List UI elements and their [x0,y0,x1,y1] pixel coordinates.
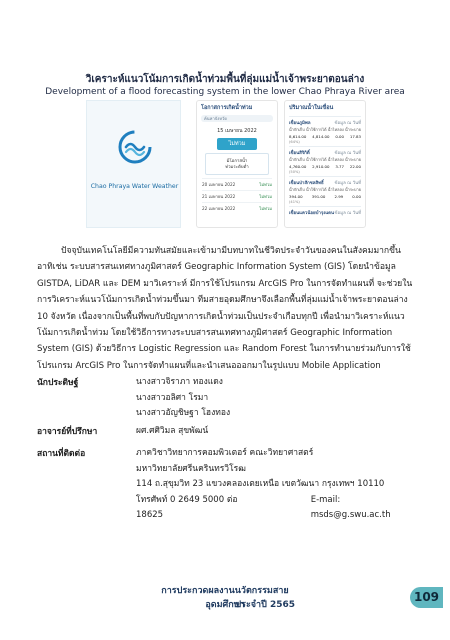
col-label: น้ำไหลลง [327,157,344,162]
dam-percent: (64%) [289,140,300,144]
contact-line [136,493,419,524]
dam-section[interactable] [289,176,361,204]
col-value: 2,910.00 [312,164,330,169]
col-value: 8,614.00 [289,134,307,139]
title-english: Development of a flood forecasting system in the lower Chao Phraya River area [45,87,405,97]
col-value: 0.00 [352,194,361,199]
col-value: 17.83 [349,134,361,139]
email-link[interactable]: E-mail: msds@g.swu.ac.th [310,494,391,520]
app-mockup-figure [86,100,366,230]
dam-tag: ข้อมูล ณ วันที่ [334,181,361,186]
phone-screen-dam-levels [284,100,366,228]
dam-name: เขื่อนภูมิพล [289,121,311,126]
col-label: น้ำระบาย [345,127,361,132]
inventors-list [136,375,230,422]
description-paragraph [37,243,419,374]
col-label: น้ำกักเก็บ [289,187,305,192]
col-value: 4,814.00 [312,134,330,139]
col-value: 0.00 [335,134,345,139]
dam-tag: ข้อมูล ณ วันที่ [334,211,361,216]
col-label: น้ำกักเก็บ [289,127,305,132]
col-value: 22.00 [349,164,361,169]
advisor-label: อาจารย์ที่ปรึกษา [37,427,98,437]
dam-name: เขื่อนสิริกิติ์ [289,151,310,156]
page-number-badge: 109 [410,587,443,608]
contact-block [37,446,419,520]
col-label: น้ำใช้การได้ [305,127,327,132]
inventor-name: นางสาวจิราภา ทองแดง [136,377,223,387]
dam-section[interactable] [289,206,361,216]
institution-details [136,446,419,524]
phone-screen-flood-chance [196,100,278,228]
dam-tag: ข้อมูล ณ วันที่ [334,121,361,126]
col-value: 391.00 [311,194,326,199]
flood-chance-line2: ท่วมระดับต่ำ [225,165,249,170]
dam-name: เขื่อนแควน้อยบำรุงแดน [289,211,335,216]
app-splash-panel [86,100,181,228]
forecast-date: 15 เมษายน 2022 [217,128,257,134]
institution-line: 114 ถ.สุขุมวิท 23 แขวงคลองเตยเหนือ เขตวัฒนา กรุงเทพฯ 10110 [136,479,385,489]
description-text: ปัจจุบันเทคโนโลยีมีความทันสมัยและเข้ามามีบทบาทในชีวิตประจำวันของคนในสังคมมากขึ้น อาทิเช่น ระบบสารสนเทศทางภูมิศาสตร์ Geographic Information System (GIS) โดยนำข้อมูล GISTDA, LiDAR และ DEM มาวิเคราะห์ มีการใช้โปรแกรม ArcGIS Pro ในการจัดทำแผนที่ จะช่วยในการวิเคราะห์แนวโน้มการเกิดน้ำท่วมขึ้นมา ทีมสายอุดมศึกษาจึงเลือกพื้นที่ลุ่มแม่น้ำเจ้าพระยาตอนล่าง 10 จังหวัด เนื่องจากเป็นพื้นที่พบกับปัญหาการเกิดน้ำท่วมเป็นประจำเกือบทุกปี เพื่อนำมาวิเคราะห์แนวโน้มการเกิดน้ำท่วม โดยใช้วิธีการทางระบบสารสนเทศทางภูมิศาสตร์ Geographic Information System (GIS) ด้วยวิธีการ Logistic Regression และ Random Forest ในการทำนายร่วมกับการใช้โปรแกรม ArcGIS Pro ในการจัดทำแผนที่และนำเสนอออกมาในรูปแบบ Mobile Application [37,246,413,371]
col-label: น้ำกักเก็บ [289,157,305,162]
col-label: น้ำระบาย [345,187,361,192]
dam-percent: (50%) [289,170,300,174]
app-name: Chao Phraya Water Weather [90,183,179,190]
footer-event-title: การประกวดผลงานนวัตกรรมสายอุดมศึกษา [161,586,289,610]
title-thai: วิเคราะห์แนวโน้มการเกิดน้ำท่วมพื้นที่ลุ่มแม่น้ำเจ้าพระยาตอนล่าง [85,74,365,85]
row-date: 22 เมษายน 2022 [202,206,236,211]
row-status: ไม่ท่วม [259,206,272,211]
province-search-input[interactable]: ค้นหาจังหวัด [201,115,273,122]
col-value: 4,760.00 [289,164,307,169]
institution-label: สถานที่ติดต่อ [37,449,86,459]
col-label: น้ำใช้การได้ [305,157,327,162]
inventor-name: นางสาวอลิศา โรมา [136,392,209,403]
dam-section[interactable] [289,116,361,144]
dam-tag: ข้อมูล ณ วันที่ [334,151,361,156]
col-value: 3.77 [335,164,345,169]
flood-chance-line1: มีโอกาสน้ำ [226,159,248,164]
col-value: 394.00 [289,194,303,199]
col-label: น้ำใช้การได้ [305,187,327,192]
water-weather-logo-icon [117,129,153,165]
footer-year: ประจำปี 2565 [235,600,295,610]
flood-chance-box [205,153,269,175]
inventors-label: นักประดิษฐ์ [37,378,79,388]
row-status: ไม่ท่วม [259,182,272,187]
list-item[interactable] [202,202,272,212]
institution-line: มหาวิทยาลัยศรีนครินทรวิโรฒ [136,463,246,474]
col-value: 2.99 [334,194,344,199]
col-label: น้ำไหลลง [327,127,344,132]
inventors-block [37,375,419,427]
row-status: ไม่ท่วม [259,194,272,199]
dam-section[interactable] [289,146,361,174]
screen-title: ปริมาณน้ำในเขื่อน [289,105,334,111]
col-label: น้ำระบาย [345,157,361,162]
advisor-block [37,424,419,440]
row-date: 20 เมษายน 2022 [202,182,236,187]
screen-title: โอกาสการเกิดน้ำท่วม [201,105,253,111]
dam-name: เขื่อนป่าสักชลสิทธิ์ [289,181,324,186]
advisor-name: ผศ.ศศิวิมล สุขพัฒน์ [136,426,209,436]
dam-percent: (41%) [289,200,300,204]
inventor-name: นางสาวอัญชิษฐา โฮงทอง [136,408,231,418]
institution-line: ภาควิชาวิทยาการคอมพิวเตอร์ คณะวิทยาศาสตร์ [136,448,314,458]
list-item[interactable] [202,190,272,200]
phone-number: โทรศัพท์ 0 2649 5000 ต่อ 18625 [136,494,238,520]
list-item[interactable] [202,178,272,188]
row-date: 21 เมษายน 2022 [202,194,236,199]
col-label: น้ำไหลลง [327,187,344,192]
flood-status-badge: ไม่ท่วม [217,138,257,150]
